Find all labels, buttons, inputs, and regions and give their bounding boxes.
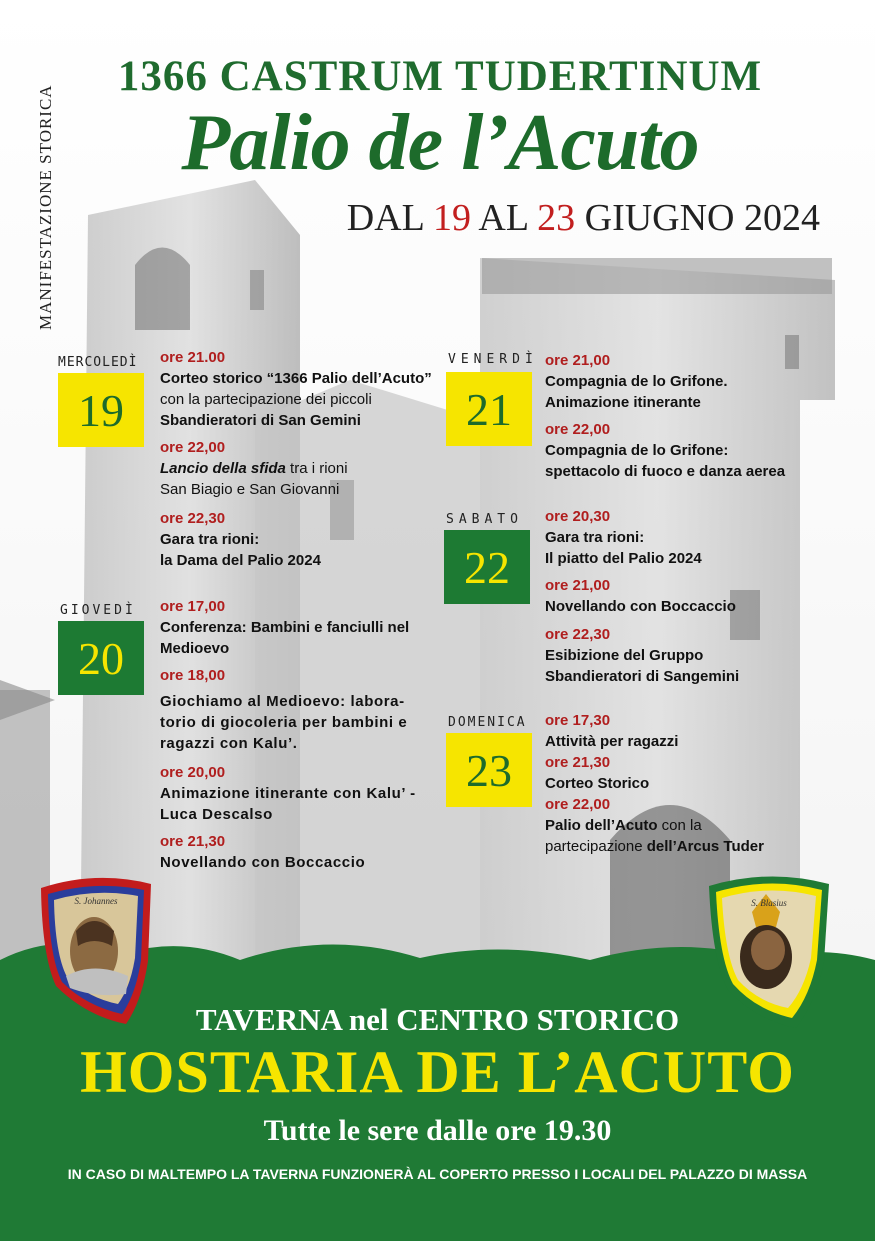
event-line: Novellando con Boccaccio (545, 598, 736, 615)
event-time: ore 20,30 (545, 508, 611, 525)
date-start: 19 (432, 197, 471, 239)
day-box-21: 21 (446, 372, 532, 446)
dates-suffix: GIUGNO 2024 (584, 197, 820, 239)
event-line: Novellando con Boccaccio (160, 854, 366, 871)
event-23-corteo (545, 752, 649, 794)
date-end: 23 (537, 197, 576, 239)
event-line: Medioevo (160, 640, 230, 657)
event-line: spettacolo di fuoco e danza aerea (545, 463, 786, 480)
event-line: Il piatto del Palio 2024 (545, 550, 702, 567)
event-21-grifone-animazione (545, 350, 728, 413)
day-label-thursday: GIOVEDÌ (60, 603, 136, 618)
event-time: ore 22,00 (545, 796, 611, 813)
event-19-gara (160, 508, 321, 571)
event-time: ore 21.00 (160, 349, 226, 366)
event-22-novellando (545, 575, 736, 617)
event-19-lancio (160, 437, 348, 500)
event-line: Animazione itinerante (545, 394, 701, 411)
event-line: Animazione itinerante con Kalu’ - (160, 785, 416, 802)
hostaria-title: HOSTARIA DE L’ACUTO (80, 1039, 795, 1105)
event-line: Corteo Storico (545, 775, 650, 792)
event-time: ore 20,00 (160, 764, 226, 781)
event-line: Giochiamo al Medioevo: labora- (160, 693, 405, 710)
day-box-22: 22 (444, 530, 530, 604)
event-dates (120, 196, 875, 240)
event-line: Compagnia de lo Grifone. (545, 373, 728, 390)
day-label-sunday: DOMENICA (448, 715, 527, 730)
event-line: Sbandieratori di Sangemini (545, 668, 740, 685)
event-line: partecipazione (545, 838, 647, 855)
event-line: Gara tra rioni: (160, 531, 260, 548)
day-label-friday: VENERDÌ (448, 352, 538, 367)
event-line: Esibizione del Gruppo (545, 647, 704, 664)
taverna-heading: TAVERNA nel CENTRO STORICO (195, 1002, 680, 1037)
castrum-title: 1366 CASTRUM TUDERTINUM (117, 53, 763, 100)
event-time: ore 21,30 (160, 833, 226, 850)
event-22-esibizione (545, 624, 739, 687)
event-line: con la partecipazione dei piccoli (160, 391, 372, 408)
event-line: Attività per ragazzi (545, 733, 679, 750)
event-23-palio (545, 794, 764, 857)
event-time: ore 22,00 (160, 439, 226, 456)
event-time: ore 22,30 (160, 510, 226, 527)
event-time: ore 22,30 (545, 626, 611, 643)
day-label-wednesday: MERCOLEDÌ (58, 355, 138, 370)
event-line: ragazzi con Kalu’. (160, 735, 298, 752)
event-line: San Biagio e San Giovanni (160, 481, 340, 498)
event-line: torio di giocoleria per bambini e (160, 714, 408, 731)
event-23-attivita (545, 710, 678, 752)
shield-right-text: S. Blasius (751, 898, 787, 908)
day-label-saturday: SABATO (446, 512, 523, 527)
event-line: Corteo storico “1366 Palio dell’Acuto” (160, 370, 432, 387)
event-time: ore 17,30 (545, 712, 611, 729)
event-emph: dell’Arcus Tuder (646, 838, 764, 855)
event-line: Luca Descalso (160, 806, 273, 823)
palio-title: Palio de l’Acuto (181, 99, 699, 187)
event-20-conferenza (160, 596, 409, 659)
bad-weather-notice: IN CASO DI MALTEMPO LA TAVERNA FUNZIONERÀ AL COPERTO PRESSO I LOCALI DEL PALAZZO DI MASSA (67, 1166, 808, 1182)
day-box-19: 19 (58, 373, 144, 447)
event-20-animazione (160, 762, 416, 825)
event-19-corteo (160, 347, 432, 431)
event-line: Compagnia de lo Grifone: (545, 442, 729, 459)
event-emph: Lancio della sfida (160, 460, 286, 477)
event-line: tra i rioni (285, 460, 348, 477)
event-line: Gara tra rioni: (545, 529, 645, 546)
event-line: Conferenza: Bambini e fanciulli nel (160, 619, 410, 636)
shield-left-text: S. Johannes (74, 896, 118, 906)
event-time: ore 21,00 (545, 352, 611, 369)
event-emph: Palio dell’Acuto (545, 817, 658, 834)
event-22-gara (545, 506, 702, 569)
event-time: ore 21,30 (545, 754, 611, 771)
event-line: con la (657, 817, 702, 834)
dates-prefix: DAL (346, 197, 424, 239)
day-box-23: 23 (446, 733, 532, 807)
event-20-novellando (160, 831, 365, 873)
event-time: ore 17,00 (160, 598, 226, 615)
event-21-grifone-spettacolo (545, 419, 785, 482)
dates-mid: AL (478, 197, 528, 239)
event-time: ore 22,00 (545, 421, 611, 438)
event-time: ore 21,00 (545, 577, 611, 594)
event-line: la Dama del Palio 2024 (160, 552, 321, 569)
event-20-giochiamo (160, 665, 407, 754)
manifestazione-storica-label: MANIFESTAZIONE STORICA (36, 84, 55, 330)
day-box-20: 20 (58, 621, 144, 695)
event-time: ore 18,00 (160, 667, 226, 684)
event-line: Sbandieratori di San Gemini (160, 412, 361, 429)
opening-hours: Tutte le sere dalle ore 19.30 (263, 1114, 612, 1147)
